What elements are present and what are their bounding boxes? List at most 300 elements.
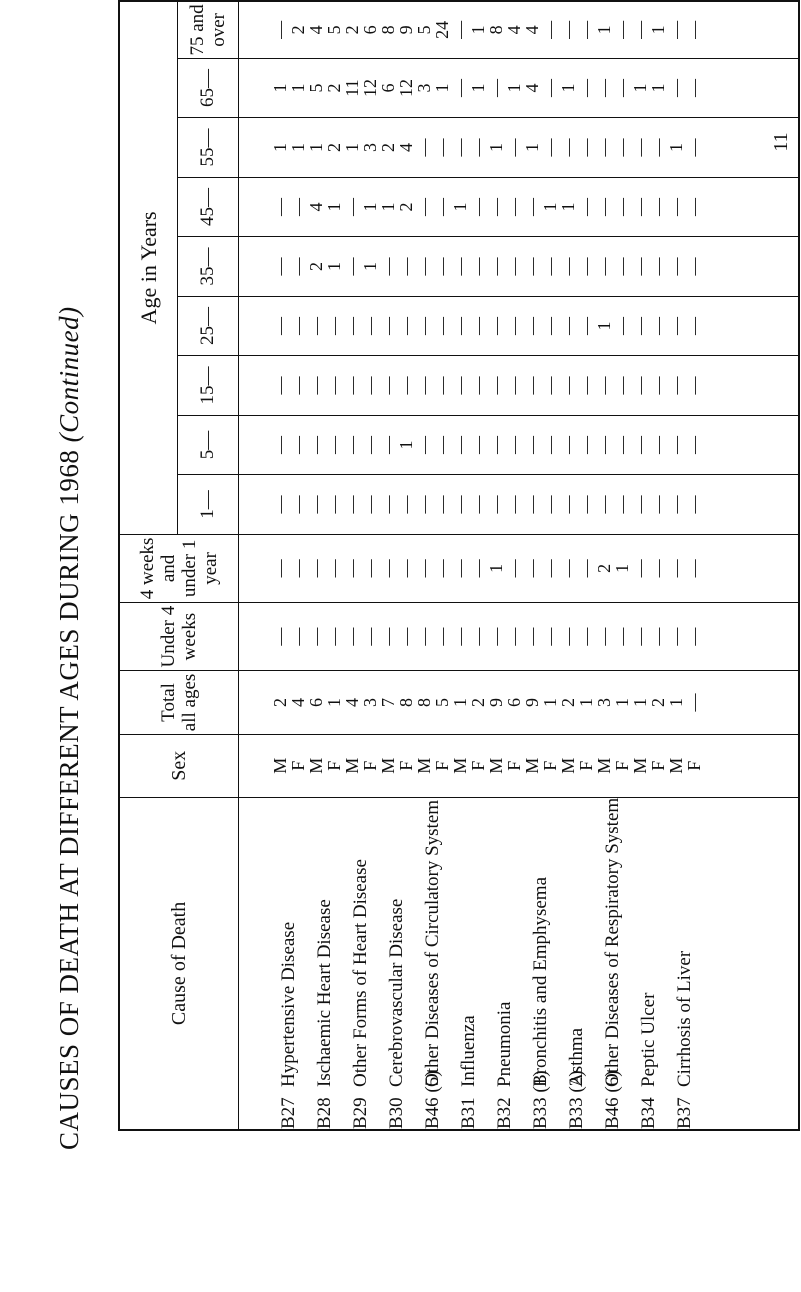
age-65-cell: 5 <box>306 83 326 93</box>
age-25-cell: 1 <box>594 321 614 331</box>
age-15-cell: — <box>288 376 308 395</box>
total-cell: 1 <box>540 697 560 707</box>
age-65-cell: 1 <box>558 83 578 93</box>
age-5-cell: — <box>414 436 434 455</box>
under-4-weeks-cell: — <box>540 627 560 646</box>
age-25-cell: — <box>360 317 380 336</box>
age-45-cell: 1 <box>540 202 560 212</box>
sex-cell: M <box>342 757 362 774</box>
sex-cell: M <box>630 757 650 774</box>
age-1-cell: — <box>666 495 686 514</box>
age-25-cell: — <box>522 317 542 336</box>
age-55-cell: 1 <box>486 143 506 153</box>
age-75-cell: 1 <box>468 25 488 35</box>
age-35-cell: — <box>270 257 290 276</box>
sex-cell: F <box>432 760 452 771</box>
age-55-cell: — <box>684 138 704 157</box>
sex-cell: M <box>486 757 506 774</box>
cause-code: B33 (2) <box>566 1070 587 1129</box>
cause-row <box>343 798 379 1129</box>
age-55-cell: 1 <box>288 143 308 153</box>
age-75-cell: — <box>612 20 632 39</box>
cause-name: Cirrhosis of Liver <box>674 950 695 1087</box>
cause-code: B46 (6) <box>602 1070 623 1129</box>
cause-code: B28 <box>314 1097 335 1129</box>
age-55-cell: — <box>594 138 614 157</box>
age-45-cell: — <box>684 198 704 217</box>
total-cell: 3 <box>360 697 380 707</box>
age-75-cell: — <box>630 20 650 39</box>
age-25-cell: — <box>504 317 524 336</box>
age-25-cell: — <box>414 317 434 336</box>
age-35-cell: — <box>576 257 596 276</box>
age-65-cell: — <box>666 79 686 98</box>
age-65-cell: 1 <box>630 83 650 93</box>
age-25-cell: — <box>450 317 470 336</box>
header-age-75-and-over: 75 and over <box>178 1 239 58</box>
age-75-cell: — <box>450 20 470 39</box>
age-35-cell: — <box>666 257 686 276</box>
age-45-cell: — <box>432 198 452 217</box>
age-45-cell: 4 <box>306 202 326 212</box>
sex-cell: M <box>414 757 434 774</box>
age-15-cell: — <box>486 376 506 395</box>
sex-cell: F <box>468 760 488 771</box>
page-number: 11 <box>770 132 792 152</box>
age-75-cell: 8 <box>378 25 398 35</box>
age-15-cell: — <box>630 376 650 395</box>
total-cell: 2 <box>558 697 578 707</box>
4-weeks-cell: 1 <box>612 563 632 573</box>
age-55-cell: — <box>576 138 596 157</box>
age-55-cell: 3 <box>360 143 380 153</box>
age-15-cell: — <box>504 376 524 395</box>
under-4-weeks-cell: — <box>414 627 434 646</box>
age-45-cell: — <box>594 198 614 217</box>
sex-cell: F <box>504 760 524 771</box>
age-45-cell: 1 <box>360 202 380 212</box>
age-35-cell: — <box>594 257 614 276</box>
4-weeks-cell: 1 <box>486 563 506 573</box>
age-15-cell: — <box>396 376 416 395</box>
4-weeks-cell: — <box>414 559 434 578</box>
age-55-cell: — <box>504 138 524 157</box>
cause-column <box>239 797 800 1130</box>
4-weeks-cell: — <box>684 559 704 578</box>
age-5-cell: — <box>324 436 344 455</box>
4-weeks-column <box>239 534 800 602</box>
age-45-cell: — <box>612 198 632 217</box>
age-15-cell: — <box>666 376 686 395</box>
age-75-cell: 2 <box>342 25 362 35</box>
age-15-cell: — <box>468 376 488 395</box>
age-35-cell: — <box>486 257 506 276</box>
age-15-cell: — <box>306 376 326 395</box>
age-75-cell: — <box>684 20 704 39</box>
age-1-cell: — <box>414 495 434 514</box>
age-55-cell: 1 <box>666 143 686 153</box>
header-age-1: 1— <box>178 475 239 535</box>
age-35-cell: — <box>468 257 488 276</box>
total-cell: 9 <box>486 697 506 707</box>
age-55-cell: 4 <box>396 143 416 153</box>
age-5-cell: — <box>360 436 380 455</box>
age-1-column <box>239 475 800 535</box>
age-5-cell: — <box>342 436 362 455</box>
header-age-55: 55— <box>178 118 239 178</box>
total-cell: 1 <box>324 697 344 707</box>
age-35-cell: — <box>684 257 704 276</box>
total-cell: 4 <box>342 697 362 707</box>
age-65-cell: — <box>450 79 470 98</box>
age-45-cell: 1 <box>324 202 344 212</box>
cause-row <box>379 798 415 1129</box>
age-65-cell: 1 <box>288 83 308 93</box>
header-age-25: 25— <box>178 296 239 356</box>
age-75-cell: 1 <box>648 25 668 35</box>
age-65-cell: 12 <box>360 79 380 98</box>
age-1-cell: — <box>432 495 452 514</box>
age-5-cell: — <box>288 436 308 455</box>
cause-row <box>523 798 559 1129</box>
header-4-weeks-to-1-year: 4 weeks and under 1 year <box>119 534 239 602</box>
cause-name: Bronchitis and Emphysema <box>530 876 551 1087</box>
age-35-cell: — <box>342 257 362 276</box>
under-4-weeks-cell: — <box>666 627 686 646</box>
age-15-cell: — <box>270 376 290 395</box>
cause-row <box>559 798 595 1129</box>
age-25-cell: — <box>558 317 578 336</box>
age-55-cell: — <box>630 138 650 157</box>
age-25-cell: — <box>378 317 398 336</box>
age-25-cell: — <box>666 317 686 336</box>
4-weeks-cell: — <box>576 559 596 578</box>
age-55-cell: — <box>414 138 434 157</box>
age-25-cell: — <box>306 317 326 336</box>
cause-name: Peptic Ulcer <box>638 992 659 1087</box>
4-weeks-cell: — <box>342 559 362 578</box>
sex-cell: M <box>450 757 470 774</box>
sex-cell: F <box>684 760 704 771</box>
total-cell: 2 <box>648 697 668 707</box>
under-4-weeks-cell: — <box>522 627 542 646</box>
4-weeks-cell: — <box>432 559 452 578</box>
4-weeks-cell: — <box>504 559 524 578</box>
total-cell: 5 <box>432 697 452 707</box>
age-1-cell: — <box>630 495 650 514</box>
under-4-weeks-cell: — <box>612 627 632 646</box>
age-45-cell: — <box>666 198 686 217</box>
age-65-cell: 1 <box>432 83 452 93</box>
total-cell: 8 <box>396 697 416 707</box>
cause-code: B37 <box>674 1097 695 1129</box>
age-1-cell: — <box>306 495 326 514</box>
age-45-cell: 1 <box>450 202 470 212</box>
age-5-cell: — <box>630 436 650 455</box>
total-cell: 1 <box>576 697 596 707</box>
age-5-cell: — <box>522 436 542 455</box>
age-55-cell: 1 <box>522 143 542 153</box>
header-age-15: 15— <box>178 356 239 416</box>
total-cell: 2 <box>270 697 290 707</box>
4-weeks-cell: — <box>324 559 344 578</box>
age-35-cell: — <box>558 257 578 276</box>
age-5-cell: — <box>450 436 470 455</box>
total-cell: 2 <box>468 697 488 707</box>
age-5-cell: — <box>576 436 596 455</box>
age-15-cell: — <box>576 376 596 395</box>
age-75-cell: — <box>270 20 290 39</box>
age-5-column <box>239 415 800 475</box>
age-1-cell: — <box>468 495 488 514</box>
cause-code: B29 <box>350 1097 371 1129</box>
age-75-cell: 5 <box>414 25 434 35</box>
age-65-cell: — <box>576 79 596 98</box>
age-55-cell: 1 <box>270 143 290 153</box>
cause-name: Cerebrovascular Disease <box>386 898 407 1087</box>
age-65-cell: — <box>594 79 614 98</box>
age-35-cell: — <box>540 257 560 276</box>
cause-row <box>271 798 307 1129</box>
total-column <box>239 671 800 734</box>
header-age-in-years: Age in Years <box>119 1 178 534</box>
cause-code: B34 <box>638 1097 659 1129</box>
sex-cell: F <box>540 760 560 771</box>
cause-name: Ischaemic Heart Disease <box>314 899 335 1087</box>
age-75-cell: 5 <box>324 25 344 35</box>
age-75-cell: 1 <box>594 25 614 35</box>
age-75-cell: 6 <box>360 25 380 35</box>
age-65-cell: 11 <box>342 79 362 97</box>
age-1-cell: — <box>558 495 578 514</box>
sex-cell: M <box>522 757 542 774</box>
age-35-cell: — <box>450 257 470 276</box>
cause-code: B27 <box>278 1097 299 1129</box>
causes-table <box>118 0 800 1131</box>
sex-cell: F <box>324 760 344 771</box>
age-15-cell: — <box>414 376 434 395</box>
age-25-cell: — <box>486 317 506 336</box>
header-age-65: 65— <box>178 58 239 118</box>
total-cell: 3 <box>594 697 614 707</box>
age-65-cell: 3 <box>414 83 434 93</box>
4-weeks-cell: — <box>468 559 488 578</box>
age-75-cell: 2 <box>288 25 308 35</box>
4-weeks-cell: 2 <box>594 563 614 573</box>
age-65-cell: 1 <box>504 83 524 93</box>
age-5-cell: — <box>648 436 668 455</box>
age-75-cell: 9 <box>396 25 416 35</box>
age-65-cell: 12 <box>396 79 416 98</box>
age-15-cell: — <box>360 376 380 395</box>
age-5-cell: — <box>540 436 560 455</box>
age-45-cell: — <box>522 198 542 217</box>
age-65-cell: 1 <box>648 83 668 93</box>
4-weeks-cell: — <box>540 559 560 578</box>
under-4-weeks-cell: — <box>432 627 452 646</box>
total-cell: 6 <box>504 697 524 707</box>
age-1-cell: — <box>396 495 416 514</box>
total-cell: 1 <box>612 697 632 707</box>
cause-code: B32 <box>494 1097 515 1129</box>
under-4-weeks-cell: — <box>684 627 704 646</box>
age-15-cell: — <box>378 376 398 395</box>
age-25-cell: — <box>432 317 452 336</box>
age-5-cell: — <box>486 436 506 455</box>
age-25-column <box>239 296 800 356</box>
age-1-cell: — <box>504 495 524 514</box>
age-65-cell: — <box>684 79 704 98</box>
age-25-cell: — <box>396 317 416 336</box>
age-5-cell: — <box>684 436 704 455</box>
4-weeks-cell: — <box>378 559 398 578</box>
age-5-cell: — <box>612 436 632 455</box>
age-15-column <box>239 356 800 416</box>
cause-row <box>487 798 523 1129</box>
age-55-cell: 2 <box>324 143 344 153</box>
age-5-cell: — <box>594 436 614 455</box>
under-4-weeks-cell: — <box>576 627 596 646</box>
header-age-5: 5— <box>178 415 239 475</box>
4-weeks-cell: — <box>450 559 470 578</box>
age-75-cell: 4 <box>522 25 542 35</box>
age-15-cell: — <box>594 376 614 395</box>
age-45-cell: — <box>342 198 362 217</box>
age-5-cell: — <box>378 436 398 455</box>
cause-name: Other Forms of Heart Disease <box>350 859 371 1087</box>
age-65-cell: 4 <box>522 83 542 93</box>
header-under-4-weeks: Under 4 weeks <box>119 603 239 671</box>
cause-row <box>631 798 667 1129</box>
age-45-cell: 2 <box>396 202 416 212</box>
age-15-cell: — <box>324 376 344 395</box>
under-4-weeks-cell: — <box>594 627 614 646</box>
under-4-weeks-column <box>239 603 800 671</box>
age-55-column <box>239 118 800 178</box>
4-weeks-cell: — <box>270 559 290 578</box>
cause-code: B30 <box>386 1097 407 1129</box>
cause-row <box>451 798 487 1129</box>
4-weeks-cell: — <box>666 559 686 578</box>
4-weeks-cell: — <box>522 559 542 578</box>
age-35-column <box>239 237 800 297</box>
under-4-weeks-cell: — <box>378 627 398 646</box>
header-total: Total all ages <box>119 671 239 734</box>
cause-name: Hypertensive Disease <box>278 921 299 1087</box>
under-4-weeks-cell: — <box>504 627 524 646</box>
age-25-cell: — <box>612 317 632 336</box>
under-4-weeks-cell: — <box>360 627 380 646</box>
age-55-cell: 1 <box>306 143 326 153</box>
cause-row <box>415 798 451 1129</box>
4-weeks-cell: — <box>306 559 326 578</box>
cause-code: B46 (5) <box>422 1070 443 1129</box>
age-1-cell: — <box>594 495 614 514</box>
sex-cell: M <box>594 757 614 774</box>
sex-cell: F <box>576 760 596 771</box>
under-4-weeks-cell: — <box>342 627 362 646</box>
age-55-cell: — <box>432 138 452 157</box>
age-75-cell: — <box>558 20 578 39</box>
cause-row <box>307 798 343 1129</box>
age-55-cell: — <box>558 138 578 157</box>
age-25-cell: — <box>576 317 596 336</box>
age-15-cell: — <box>522 376 542 395</box>
age-25-cell: — <box>288 317 308 336</box>
4-weeks-cell: — <box>288 559 308 578</box>
age-1-cell: — <box>324 495 344 514</box>
sex-cell: M <box>378 757 398 774</box>
age-5-cell: — <box>468 436 488 455</box>
age-65-cell: 1 <box>468 83 488 93</box>
total-cell: — <box>684 693 704 712</box>
age-65-cell: 1 <box>270 83 290 93</box>
age-15-cell: — <box>432 376 452 395</box>
age-5-cell: — <box>270 436 290 455</box>
age-25-cell: — <box>540 317 560 336</box>
cause-name: Other Diseases of Respiratory System <box>602 797 623 1087</box>
sex-cell: F <box>396 760 416 771</box>
age-1-cell: — <box>342 495 362 514</box>
age-25-cell: — <box>270 317 290 336</box>
header-age-35: 35— <box>178 237 239 297</box>
age-75-cell: 4 <box>306 25 326 35</box>
total-cell: 7 <box>378 697 398 707</box>
under-4-weeks-cell: — <box>270 627 290 646</box>
age-35-cell: — <box>504 257 524 276</box>
cause-name: Pneumonia <box>494 1001 515 1087</box>
age-45-cell: — <box>288 198 308 217</box>
age-35-cell: — <box>378 257 398 276</box>
sex-column <box>239 734 800 797</box>
age-1-cell: — <box>486 495 506 514</box>
age-5-cell: — <box>666 436 686 455</box>
age-1-cell: — <box>288 495 308 514</box>
age-35-cell: — <box>396 257 416 276</box>
age-35-cell: — <box>288 257 308 276</box>
age-25-cell: — <box>630 317 650 336</box>
age-75-cell: — <box>540 20 560 39</box>
age-15-cell: — <box>540 376 560 395</box>
under-4-weeks-cell: — <box>468 627 488 646</box>
age-55-cell: 1 <box>342 143 362 153</box>
age-35-cell: — <box>432 257 452 276</box>
age-1-cell: — <box>684 495 704 514</box>
header-sex: Sex <box>119 734 239 797</box>
age-65-column <box>239 58 800 118</box>
age-35-cell: — <box>522 257 542 276</box>
age-1-cell: — <box>360 495 380 514</box>
age-65-cell: 6 <box>378 83 398 93</box>
sex-cell: F <box>648 760 668 771</box>
age-45-cell: — <box>648 198 668 217</box>
age-1-cell: — <box>450 495 470 514</box>
age-5-cell: — <box>558 436 578 455</box>
age-35-cell: 2 <box>306 262 326 272</box>
age-1-cell: — <box>612 495 632 514</box>
age-25-cell: — <box>342 317 362 336</box>
age-45-cell: — <box>414 198 434 217</box>
age-65-cell: — <box>486 79 506 98</box>
cause-code: B31 <box>458 1097 479 1129</box>
cause-row <box>595 798 631 1129</box>
cause-name: Other Diseases of Circulatory System <box>422 799 443 1087</box>
title-suffix: (Continued) <box>54 306 84 443</box>
age-25-cell: — <box>648 317 668 336</box>
age-5-cell: — <box>504 436 524 455</box>
age-15-cell: — <box>558 376 578 395</box>
age-65-cell: 2 <box>324 83 344 93</box>
